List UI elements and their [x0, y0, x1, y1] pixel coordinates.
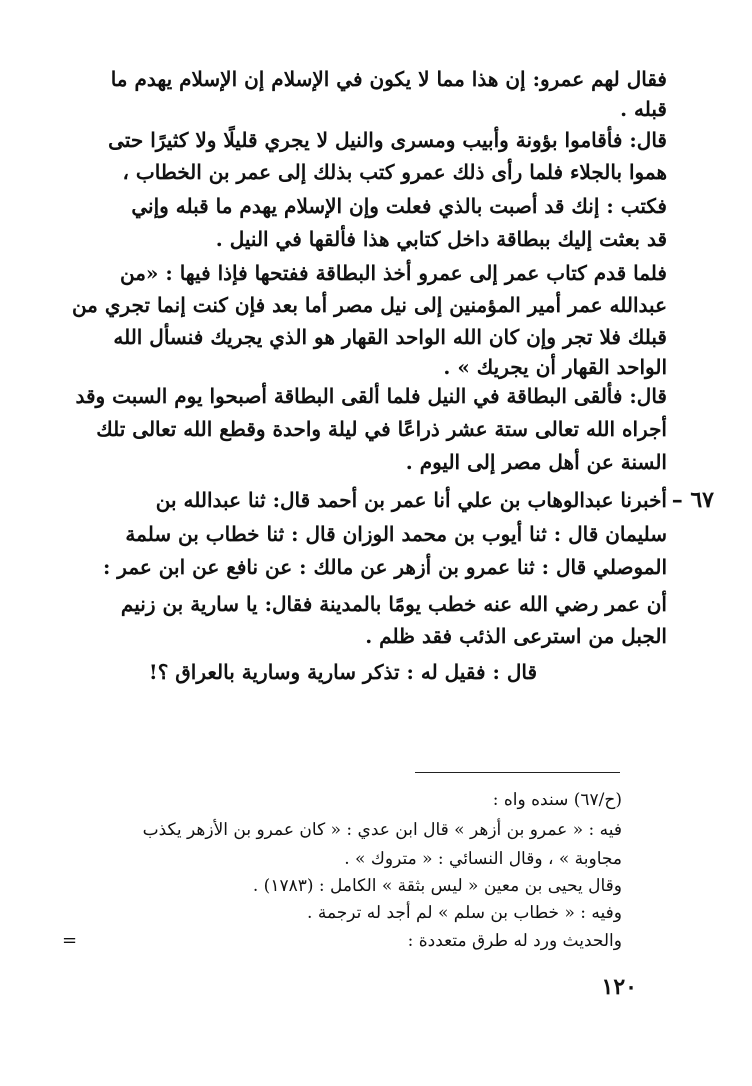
- hadith-number: ٦٧ –: [671, 487, 714, 513]
- footnote-heading: (ح/٦٧) سنده واه :: [492, 790, 622, 810]
- body-line: هموا بالجلاء فلما رأى ذلك عمرو كتب بذلك إلى عمر بن الخطاب ،: [122, 160, 667, 184]
- body-line: قبلك فلا تجر وإن كان الله الواحد القهار هو الذي يجريك فنسأل الله: [113, 325, 667, 349]
- body-line: فكتب : إنك قد أصبت بالذي فعلت وإن الإسلام يهدم ما قبله وإني: [131, 194, 667, 218]
- body-line: الجبل من استرعى الذئب فقد ظلم .: [365, 624, 667, 648]
- body-line: عبدالله عمر أمير المؤمنين إلى نيل مصر أما بعد فإن كنت إنما تجري من: [71, 293, 667, 317]
- continuation-mark: =: [62, 930, 78, 951]
- body-line: فلما قدم كتاب عمر إلى عمرو أخذ البطاقة ففتحها فإذا فيها : «من: [119, 261, 667, 285]
- body-line: السنة عن أهل مصر إلى اليوم .: [405, 450, 667, 474]
- body-line: سليمان قال : ثنا أيوب بن محمد الوزان قال : ثنا خطاب بن سلمة: [125, 522, 667, 546]
- body-line: قال : فقيل له : تذكر سارية وسارية بالعراق ؟!: [148, 660, 537, 684]
- footnote-separator: [415, 772, 620, 773]
- body-line: أن عمر رضي الله عنه خطب يومًا بالمدينة فقال: يا سارية بن زنيم: [120, 592, 667, 616]
- body-line: أخبرنا عبدالوهاب بن علي أنا عمر بن أحمد قال: ثنا عبدالله بن: [155, 488, 667, 512]
- page-number: ١٢٠: [601, 974, 637, 1000]
- footnote-line: وفيه : « خطاب بن سلم » لم أجد له ترجمة .: [307, 903, 622, 923]
- body-line: أجراه الله تعالى ستة عشر ذراعًا في ليلة واحدة وقطع الله تعالى تلك: [96, 417, 667, 441]
- footnote-line: والحديث ورد له طرق متعددة :: [407, 931, 622, 951]
- body-line: فقال لهم عمرو: إن هذا مما لا يكون في الإسلام إن الإسلام يهدم ما: [110, 67, 667, 91]
- footnote-line: وقال يحيى بن معين « ليس بثقة » الكامل : (١٧٨٣) .: [252, 876, 622, 896]
- body-line: قال: فألقى البطاقة في النيل فلما ألقى البطاقة أصبحوا يوم السبت وقد: [75, 384, 667, 408]
- body-line: الواحد القهار أن يجريك » .: [443, 355, 667, 379]
- body-line: قد بعثت إليك ببطاقة داخل كتابي هذا فألقها في النيل .: [215, 227, 667, 251]
- footnote-line: مجاوبة » ، وقال النسائي : « متروك » .: [344, 849, 622, 869]
- footnote-line: فيه : « عمرو بن أزهر » قال ابن عدي : « كان عمرو بن الأزهر يكذب: [142, 820, 622, 840]
- body-line: الموصلي قال : ثنا عمرو بن أزهر عن مالك : عن نافع عن ابن عمر :: [102, 555, 667, 579]
- body-line: قال: فأقاموا بؤونة وأبيب ومسرى والنيل لا يجري قليلًا ولا كثيرًا حتى: [108, 128, 667, 152]
- body-line: قبله .: [620, 97, 667, 121]
